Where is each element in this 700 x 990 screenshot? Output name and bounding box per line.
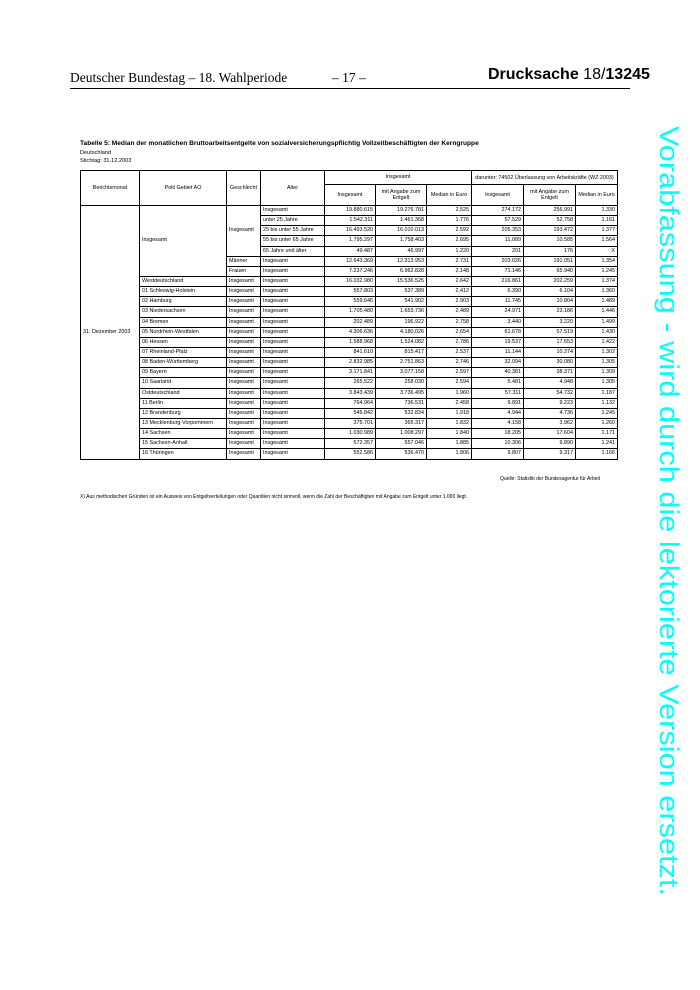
cell-alter: Insgesamt xyxy=(261,378,325,388)
cell-value-v4: 71.146 xyxy=(472,266,524,276)
cell-alter: Insgesamt xyxy=(261,408,325,418)
cell-gebiet: 05 Nordrhein-Westfalen xyxy=(140,327,227,337)
cell-value-v4: 61.678 xyxy=(472,327,524,337)
cell-value-v5: 38.371 xyxy=(524,368,576,378)
cell-value-v6: 1.161 xyxy=(576,216,618,226)
cell-gebiet: 16 Thüringen xyxy=(140,449,227,459)
cell-value-v2: 6.962.828 xyxy=(376,266,427,276)
cell-alter: Insgesamt xyxy=(261,327,325,337)
cell-value-v5: 3.220 xyxy=(524,317,576,327)
cell-alter: Insgesamt xyxy=(261,287,325,297)
cell-value-v1: 49.487 xyxy=(325,246,376,256)
table-row xyxy=(81,297,618,307)
cell-gebiet: Insgesamt xyxy=(140,206,227,277)
cell-value-v3: 1.220 xyxy=(427,246,472,256)
cell-value-v1: 375.701 xyxy=(325,418,376,428)
cell-value-v1: 3.171.841 xyxy=(325,368,376,378)
cell-geschlecht: Insgesamt xyxy=(227,378,261,388)
col-header-insgesamt-2: Insgesamt xyxy=(472,185,524,206)
cell-value-v3: 2.525 xyxy=(427,206,472,216)
cell-value-v5: 54.732 xyxy=(524,388,576,398)
table-row xyxy=(81,327,618,337)
cell-alter: Insgesamt xyxy=(261,347,325,357)
cell-value-v6: 1.260 xyxy=(576,418,618,428)
cell-value-v5: 202.259 xyxy=(524,276,576,286)
cell-value-v2: 4.180.026 xyxy=(376,327,427,337)
cell-value-v2: 1.524.082 xyxy=(376,337,427,347)
cell-value-v1: 12.643.369 xyxy=(325,256,376,266)
source-note: Quelle: Statistik der Bundesagentur für Arbeit xyxy=(500,476,601,482)
header-page-number: – 17 – xyxy=(332,70,366,85)
cell-value-v6: 1.330 xyxy=(576,206,618,216)
cell-geschlecht: Insgesamt xyxy=(227,429,261,439)
cell-value-v5: 193.472 xyxy=(524,226,576,236)
cell-gebiet: 04 Bremen xyxy=(140,317,227,327)
cell-value-v5: 17.604 xyxy=(524,429,576,439)
cell-alter: 65 Jahre und älter xyxy=(261,246,325,256)
cell-value-v3: 2.786 xyxy=(427,337,472,347)
cell-value-v3: 1.806 xyxy=(427,449,472,459)
cell-gebiet: 14 Sachsen xyxy=(140,429,227,439)
cell-value-v5: 4.948 xyxy=(524,378,576,388)
cell-value-v6: 1.489 xyxy=(576,297,618,307)
cell-value-v3: 2.746 xyxy=(427,358,472,368)
cell-value-v3: 2.758 xyxy=(427,317,472,327)
cell-geschlecht: Insgesamt xyxy=(227,449,261,459)
cell-alter: Insgesamt xyxy=(261,398,325,408)
cell-value-v4: 3.440 xyxy=(472,317,524,327)
cell-value-v6: 1.305 xyxy=(576,358,618,368)
cell-alter: Insgesamt xyxy=(261,297,325,307)
cell-gebiet: 01 Schleswig-Holstein xyxy=(140,287,227,297)
cell-value-v1: 16.493.520 xyxy=(325,226,376,236)
cell-value-v2: 537.389 xyxy=(376,287,427,297)
col-header-mit-angabe: mit Angabe zum Entgelt xyxy=(376,185,427,206)
cell-value-v4: 11.745 xyxy=(472,297,524,307)
cell-gebiet: Westdeutschland xyxy=(140,276,227,286)
drucksache-number: 13245 xyxy=(605,66,650,83)
cell-value-v4: 11.144 xyxy=(472,347,524,357)
col-header-mit-angabe-2: mit Angabe zum Entgelt xyxy=(524,185,576,206)
cell-value-v1: 1.030.989 xyxy=(325,429,376,439)
cell-value-v2: 815.417 xyxy=(376,347,427,357)
cell-geschlecht: Insgesamt xyxy=(227,327,261,337)
cell-value-v5: 3.962 xyxy=(524,418,576,428)
table-row xyxy=(81,368,618,378)
table-subtitle-region: Deutschland xyxy=(80,150,112,156)
cell-geschlecht: Frauen xyxy=(227,266,261,276)
cell-alter: 25 bis unter 55 Jahre xyxy=(261,226,325,236)
cell-value-v2: 541.902 xyxy=(376,297,427,307)
cell-geschlecht: Insgesamt xyxy=(227,358,261,368)
cell-value-v5: 176 xyxy=(524,246,576,256)
cell-value-v3: 2.458 xyxy=(427,398,472,408)
cell-gebiet: 03 Niedersachsen xyxy=(140,307,227,317)
cell-value-v3: 2.592 xyxy=(427,226,472,236)
cell-value-v5: 9.890 xyxy=(524,439,576,449)
cell-value-v2: 1.653.736 xyxy=(376,307,427,317)
cell-value-v4: 11.089 xyxy=(472,236,524,246)
cell-value-v6: 1.360 xyxy=(576,287,618,297)
table-row xyxy=(81,307,618,317)
cell-gebiet: 12 Brandenburg xyxy=(140,408,227,418)
cell-alter: Insgesamt xyxy=(261,206,325,216)
cell-value-v6: 1.564 xyxy=(576,236,618,246)
cell-value-v1: 1.588.968 xyxy=(325,337,376,347)
cell-value-v6: 1.305 xyxy=(576,378,618,388)
cell-berichtsmonat: 31. Dezember 2003 xyxy=(81,206,140,460)
cell-value-v5: 30.080 xyxy=(524,358,576,368)
cell-value-v4: 9.891 xyxy=(472,398,524,408)
cell-value-v1: 557.803 xyxy=(325,287,376,297)
cell-value-v6: 1.446 xyxy=(576,307,618,317)
cell-value-v3: 2.654 xyxy=(427,327,472,337)
col-header-median-2: Median in Euro xyxy=(576,185,618,206)
watermark xyxy=(648,118,688,908)
cell-value-v2: 12.313.953 xyxy=(376,256,427,266)
cell-value-v2: 365.317 xyxy=(376,418,427,428)
cell-value-v1: 764.964 xyxy=(325,398,376,408)
cell-value-v6: 1.245 xyxy=(576,408,618,418)
cell-value-v5: 23.186 xyxy=(524,307,576,317)
cell-geschlecht: Insgesamt xyxy=(227,317,261,327)
cell-value-v1: 7.237.246 xyxy=(325,266,376,276)
col-header-gebiet: Polit Gebiet AO xyxy=(140,171,227,206)
watermark-svg xyxy=(648,118,688,908)
cell-gebiet: 10 Saarland xyxy=(140,378,227,388)
cell-value-v2: 196.922 xyxy=(376,317,427,327)
table-row xyxy=(81,378,618,388)
cell-value-v1: 552.586 xyxy=(325,449,376,459)
cell-value-v3: 1.776 xyxy=(427,216,472,226)
cell-value-v3: 1.840 xyxy=(427,429,472,439)
cell-geschlecht: Insgesamt xyxy=(227,388,261,398)
cell-value-v3: 2.412 xyxy=(427,287,472,297)
drucksache-period: 18/ xyxy=(578,66,606,83)
cell-value-v2: 46.997 xyxy=(376,246,427,256)
cell-geschlecht: Insgesamt xyxy=(227,206,261,257)
table-row xyxy=(81,317,618,327)
cell-value-v5: 10.374 xyxy=(524,347,576,357)
cell-value-v3: 2.731 xyxy=(427,256,472,266)
cell-value-v1: 841.610 xyxy=(325,347,376,357)
col-header-alter: Alter xyxy=(261,171,325,206)
cell-gebiet: 13 Mecklenburg-Vorpommern xyxy=(140,418,227,428)
cell-value-v1: 546.842 xyxy=(325,408,376,418)
col-header-median: Median in Euro xyxy=(427,185,472,206)
header-left: Deutscher Bundestag – 18. Wahlperiode xyxy=(70,70,288,85)
header-drucksache xyxy=(488,66,650,84)
cell-value-v3: 2.594 xyxy=(427,378,472,388)
watermark-text: Vorabfassung - wird durch die lektorierte Version ersetzt. xyxy=(654,126,684,803)
drucksache-label: Drucksache xyxy=(488,66,579,83)
cell-value-v4: 274.172 xyxy=(472,206,524,216)
table-row xyxy=(81,429,618,439)
cell-value-v6: 1.499 xyxy=(576,317,618,327)
col-group-insgesamt: Insgesamt xyxy=(325,171,472,185)
cell-alter: Insgesamt xyxy=(261,388,325,398)
cell-geschlecht: Insgesamt xyxy=(227,347,261,357)
cell-value-v4: 24.971 xyxy=(472,307,524,317)
cell-value-v5: 6.104 xyxy=(524,287,576,297)
cell-value-v4: 5.481 xyxy=(472,378,524,388)
cell-value-v4: 10.306 xyxy=(472,439,524,449)
header-rule xyxy=(70,88,630,89)
cell-value-v2: 557.046 xyxy=(376,439,427,449)
cell-value-v6: 1.374 xyxy=(576,276,618,286)
cell-value-v3: 2.597 xyxy=(427,368,472,378)
cell-alter: Insgesamt xyxy=(261,266,325,276)
cell-value-v6: 1.354 xyxy=(576,256,618,266)
cell-value-v4: 4.944 xyxy=(472,408,524,418)
cell-value-v6: 1.377 xyxy=(576,226,618,236)
cell-alter: Insgesamt xyxy=(261,256,325,266)
cell-value-v5: 10.585 xyxy=(524,236,576,246)
cell-value-v3: 2.642 xyxy=(427,276,472,286)
cell-geschlecht: Männer xyxy=(227,256,261,266)
cell-value-v3: 1.832 xyxy=(427,418,472,428)
cell-value-v5: 65.940 xyxy=(524,266,576,276)
cell-value-v1: 4.306.636 xyxy=(325,327,376,337)
cell-alter: Insgesamt xyxy=(261,337,325,347)
cell-alter: Insgesamt xyxy=(261,358,325,368)
cell-value-v1: 1.795.297 xyxy=(325,236,376,246)
cell-value-v5: 10.804 xyxy=(524,297,576,307)
cell-value-v4: 201 xyxy=(472,246,524,256)
cell-value-v3: 1.885 xyxy=(427,439,472,449)
cell-value-v6: 1.171 xyxy=(576,429,618,439)
cell-gebiet: 06 Hessen xyxy=(140,337,227,347)
table-row xyxy=(81,418,618,428)
cell-gebiet: 08 Baden-Württemberg xyxy=(140,358,227,368)
cell-geschlecht: Insgesamt xyxy=(227,418,261,428)
cell-value-v2: 3.736.495 xyxy=(376,388,427,398)
cell-value-v3: 2.148 xyxy=(427,266,472,276)
cell-alter: 55 bis unter 65 Jahre xyxy=(261,236,325,246)
cell-value-v1: 3.843.439 xyxy=(325,388,376,398)
cell-value-v6: X xyxy=(576,246,618,256)
cell-value-v4: 40.381 xyxy=(472,368,524,378)
cell-value-v2: 736.531 xyxy=(376,398,427,408)
cell-value-v1: 265.522 xyxy=(325,378,376,388)
cell-value-v4: 4.158 xyxy=(472,418,524,428)
cell-gebiet: 02 Hamburg xyxy=(140,297,227,307)
cell-value-v6: 1.309 xyxy=(576,368,618,378)
cell-value-v2: 3.077.158 xyxy=(376,368,427,378)
cell-value-v5: 52.758 xyxy=(524,216,576,226)
cell-alter: Insgesamt xyxy=(261,307,325,317)
cell-gebiet: 07 Rheinland-Pfalz xyxy=(140,347,227,357)
cell-value-v4: 205.353 xyxy=(472,226,524,236)
cell-value-v6: 1.245 xyxy=(576,266,618,276)
cell-value-v2: 1.008.297 xyxy=(376,429,427,439)
cell-value-v3: 2.537 xyxy=(427,347,472,357)
cell-value-v5: 17.653 xyxy=(524,337,576,347)
cell-geschlecht: Insgesamt xyxy=(227,297,261,307)
cell-value-v5: 191.051 xyxy=(524,256,576,266)
cell-value-v2: 19.276.781 xyxy=(376,206,427,216)
cell-alter: Insgesamt xyxy=(261,317,325,327)
cell-value-v1: 16.032.980 xyxy=(325,276,376,286)
cell-gebiet: 15 Sachsen-Anhalt xyxy=(140,439,227,449)
col-group-leiharbeit: darunter: 74502 Überlassung von Arbeitskräfte (WZ 2003) xyxy=(472,171,618,185)
cell-value-v2: 258.030 xyxy=(376,378,427,388)
cell-gebiet: 09 Bayern xyxy=(140,368,227,378)
cell-value-v5: 256.991 xyxy=(524,206,576,216)
col-header-insgesamt: Insgesamt xyxy=(325,185,376,206)
cell-gebiet: 11 Berlin xyxy=(140,398,227,408)
cell-value-v4: 216.861 xyxy=(472,276,524,286)
table-row xyxy=(81,408,618,418)
table-row xyxy=(81,276,618,286)
cell-alter: Insgesamt xyxy=(261,429,325,439)
cell-value-v1: 559.646 xyxy=(325,297,376,307)
cell-geschlecht: Insgesamt xyxy=(227,439,261,449)
data-table xyxy=(80,170,618,460)
cell-value-v6: 1.302 xyxy=(576,347,618,357)
table-row xyxy=(81,358,618,368)
table-title: Tabelle 5: Median der monatlichen Bruttoarbeitsentgelte von sozialversicherungspflichtig Vollzeitbeschäftigten der Kerngruppe xyxy=(80,140,479,147)
cell-value-v6: 1.187 xyxy=(576,388,618,398)
cell-value-v2: 2.751.863 xyxy=(376,358,427,368)
cell-value-v2: 15.536.525 xyxy=(376,276,427,286)
cell-alter: Insgesamt xyxy=(261,276,325,286)
cell-value-v6: 1.430 xyxy=(576,327,618,337)
cell-geschlecht: Insgesamt xyxy=(227,276,261,286)
cell-geschlecht: Insgesamt xyxy=(227,368,261,378)
cell-value-v1: 1.705.480 xyxy=(325,307,376,317)
table-row xyxy=(81,388,618,398)
cell-geschlecht: Insgesamt xyxy=(227,287,261,297)
table-row xyxy=(81,449,618,459)
cell-value-v1: 202.489 xyxy=(325,317,376,327)
table-row xyxy=(81,398,618,408)
cell-value-v3: 2.695 xyxy=(427,236,472,246)
table-row xyxy=(81,287,618,297)
cell-alter: Insgesamt xyxy=(261,439,325,449)
cell-geschlecht: Insgesamt xyxy=(227,307,261,317)
cell-value-v6: 1.241 xyxy=(576,439,618,449)
cell-value-v4: 57.529 xyxy=(472,216,524,226)
cell-value-v4: 203.026 xyxy=(472,256,524,266)
cell-geschlecht: Insgesamt xyxy=(227,337,261,347)
cell-geschlecht: Insgesamt xyxy=(227,398,261,408)
header-row-1 xyxy=(81,171,618,185)
cell-value-v6: 1.132 xyxy=(576,398,618,408)
cell-value-v5: 9.317 xyxy=(524,449,576,459)
cell-alter: Insgesamt xyxy=(261,418,325,428)
cell-geschlecht: Insgesamt xyxy=(227,408,261,418)
cell-value-v1: 572.357 xyxy=(325,439,376,449)
cell-value-v4: 32.094 xyxy=(472,358,524,368)
cell-value-v5: 57.519 xyxy=(524,327,576,337)
cell-value-v2: 1.758.403 xyxy=(376,236,427,246)
table-row xyxy=(81,439,618,449)
cell-value-v1: 1.542.311 xyxy=(325,216,376,226)
cell-gebiet: Ostdeutschland xyxy=(140,388,227,398)
cell-value-v3: 1.960 xyxy=(427,388,472,398)
cell-value-v4: 19.537 xyxy=(472,337,524,347)
cell-value-v6: 1.166 xyxy=(576,449,618,459)
cell-value-v2: 536.470 xyxy=(376,449,427,459)
cell-value-v5: 4.736 xyxy=(524,408,576,418)
cell-value-v1: 19.880.615 xyxy=(325,206,376,216)
col-header-berichtsmonat: Berichtsmonat xyxy=(81,171,140,206)
table-subtitle-date: Stichtag: 31.12.2003 xyxy=(80,158,132,164)
cell-value-v4: 18.205 xyxy=(472,429,524,439)
cell-value-v4: 9.807 xyxy=(472,449,524,459)
cell-value-v4: 6.390 xyxy=(472,287,524,297)
cell-value-v5: 9.223 xyxy=(524,398,576,408)
cell-value-v3: 2.903 xyxy=(427,297,472,307)
cell-alter: Insgesamt xyxy=(261,449,325,459)
cell-value-v2: 1.461.368 xyxy=(376,216,427,226)
col-header-geschlecht: Geschlecht xyxy=(227,171,261,206)
cell-value-v4: 57.311 xyxy=(472,388,524,398)
cell-value-v1: 2.832.985 xyxy=(325,358,376,368)
cell-value-v3: 1.918 xyxy=(427,408,472,418)
table-row xyxy=(81,337,618,347)
table-row xyxy=(81,206,618,216)
cell-alter: unter 25 Jahre xyxy=(261,216,325,226)
cell-value-v3: 2.489 xyxy=(427,307,472,317)
cell-value-v2: 16.010.013 xyxy=(376,226,427,236)
table-row xyxy=(81,347,618,357)
footnote: X) Aus methodischen Gründen ist ein Ausweis von Entgeltverteilungen oder Quantilen nicht sinnvoll, wenn die Zahl der Beschäftigten mit Angabe zum Entgelt unter 1.000 liegt. xyxy=(80,494,468,500)
cell-value-v6: 1.422 xyxy=(576,337,618,347)
cell-value-v2: 532.834 xyxy=(376,408,427,418)
cell-alter: Insgesamt xyxy=(261,368,325,378)
